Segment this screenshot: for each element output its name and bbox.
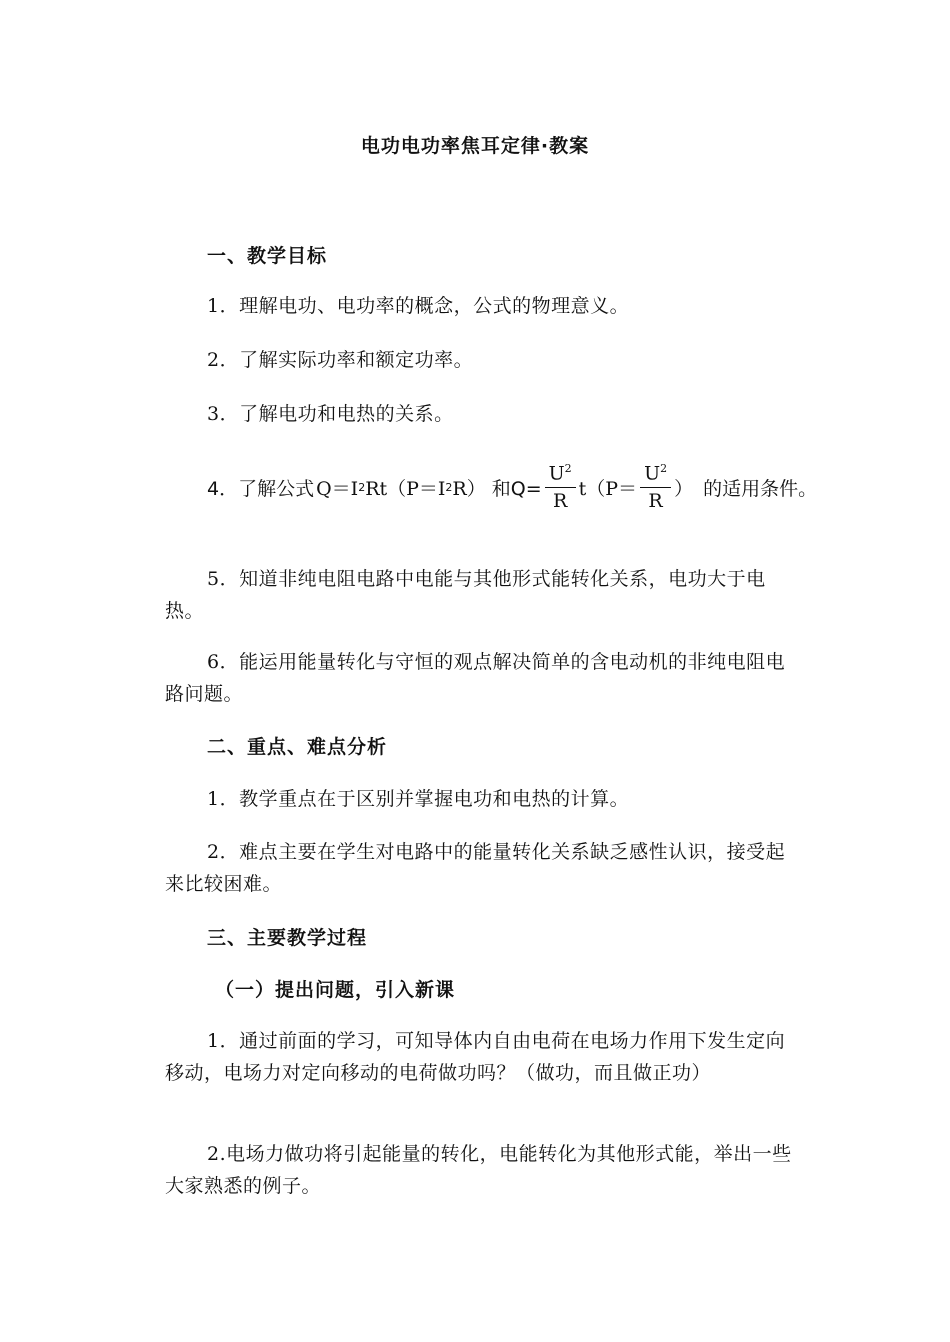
goal-2: 2．了解实际功率和额定功率。 xyxy=(207,349,474,371)
goal-4-prefix: 4．了解公式 xyxy=(207,477,315,500)
formula-exponent: 2 xyxy=(445,480,453,494)
formula-q-right: Rt（P＝I xyxy=(365,477,446,500)
section-heading-process: 三、主要教学过程 xyxy=(207,927,368,949)
goal-4-formula xyxy=(207,458,817,516)
process-item-1: 1．通过前面的学习，可知导体内自由电荷在电场力作用下发生定向移动，电场力对定向移动的电荷做功吗？（做功，而且做正功） xyxy=(165,1030,786,1084)
formula-fraction xyxy=(545,462,576,511)
section-heading-key-points: 二、重点、难点分析 xyxy=(207,736,388,758)
document-title: 电功电功率焦耳定律·教案 xyxy=(360,135,590,157)
section-heading-goals: 一、教学目标 xyxy=(207,245,328,267)
process-item-2: 2.电场力做功将引起能量的转化，电能转化为其他形式能，举出一些大家熟悉的例子。 xyxy=(165,1143,792,1197)
formula-close: ） xyxy=(674,477,694,500)
formula-fraction xyxy=(640,462,671,511)
goal-1: 1．理解电功、电功率的概念，公式的物理意义。 xyxy=(207,295,630,317)
fraction-numerator: $U^2$ xyxy=(545,462,576,487)
subsection-heading-intro: （一）提出问题，引入新课 xyxy=(215,979,456,1001)
fraction-numerator: $U^2$ xyxy=(640,462,671,487)
fraction-denominator: R xyxy=(552,489,568,512)
formula-p-end: R） xyxy=(452,477,486,500)
goal-6: 6．能运用能量转化与守恒的观点解决简单的含电动机的非纯电阻电路问题。 xyxy=(165,651,786,705)
key-point-1: 1．教学重点在于区别并掌握电功和电热的计算。 xyxy=(207,788,630,810)
goal-5: 5．知道非纯电阻电路中电能与其他形式能转化关系，电功大于电热。 xyxy=(165,568,766,622)
formula-q-left: Q＝I xyxy=(316,477,359,500)
formula-exponent: 2 xyxy=(358,480,366,494)
formula-t-part: t（P＝ xyxy=(578,477,638,500)
goal-4-suffix: 的适用条件。 xyxy=(703,477,818,500)
formula-and: 和Q= xyxy=(491,477,542,500)
key-point-2: 2．难点主要在学生对电路中的能量转化关系缺乏感性认识，接受起来比较困难。 xyxy=(165,841,786,895)
fraction-denominator: R xyxy=(648,489,663,512)
goal-3: 3．了解电功和电热的关系。 xyxy=(207,403,454,425)
